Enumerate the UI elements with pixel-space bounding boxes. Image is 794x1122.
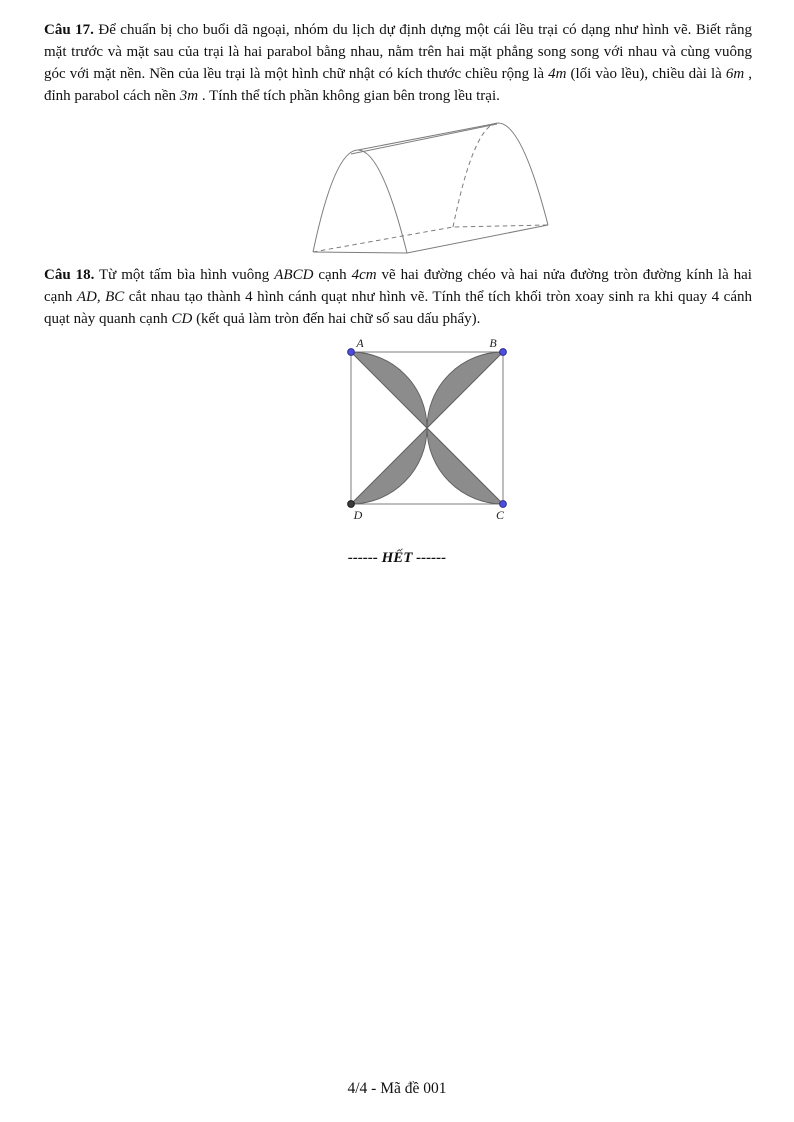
question-18-math-diameters: AD, BC xyxy=(76,289,125,305)
question-17-label: Câu 17. xyxy=(44,22,94,38)
question-17-text-1: Để chuẩn bị cho buổi dã ngoại, nhóm du lịch dự định dựng một cái lều trại có dạng như hình vẽ. Biết rằng mặt trước và mặt sau của trại là hai parabol bằng nhau, nằm trên hai mặt phẳng song song với nhau và cùng vuông góc với mặt nền. Nền của lều trại là một hình chữ nhật có kích thước chiều rộng là xyxy=(44,22,752,82)
end-of-exam-marker: ------ HẾT ------ xyxy=(347,550,447,566)
vertex-dot-d xyxy=(348,501,355,508)
tent-figure xyxy=(300,119,560,262)
tent-figure-svg xyxy=(300,119,560,262)
question-17-text-3: , đỉnh parabol cách nền xyxy=(44,66,753,104)
question-18-text-2: cạnh xyxy=(313,267,352,283)
question-18-paragraph xyxy=(44,264,752,330)
question-18-math-side: 4cm xyxy=(351,267,377,283)
vertex-dot-c xyxy=(500,501,507,508)
petal-top-left xyxy=(351,352,427,428)
tent-back-parabola-visible xyxy=(498,123,548,225)
petal-top-right xyxy=(427,352,503,428)
question-17-text-4: . Tính thể tích phần không gian bên trong lều trại. xyxy=(198,88,500,104)
question-18-text-5: (kết quả làm tròn đến hai chữ số sau dấu phẩy). xyxy=(192,311,481,327)
vertex-label-b: B xyxy=(489,338,497,350)
question-17-paragraph xyxy=(44,19,752,107)
question-18-text-4: cắt nhau tạo thành 4 hình cánh quạt như hình vẽ. Tính thể tích khối tròn xoay sinh ra khi quay 4 cánh quạt này quanh cạnh xyxy=(44,289,752,327)
vertex-dot-a xyxy=(348,349,355,356)
vertex-label-d: D xyxy=(353,508,363,522)
question-17-math-width: 4m xyxy=(548,66,567,82)
vertex-dot-b xyxy=(500,349,507,356)
petal-bottom-left xyxy=(351,428,427,504)
question-17-text-2: (lối vào lều), chiều dài là xyxy=(566,66,726,82)
tent-back-parabola-hidden xyxy=(453,123,498,227)
question-18-label: Câu 18. xyxy=(44,267,95,283)
question-18-math-axis: CD xyxy=(171,311,193,327)
vertex-label-c: C xyxy=(495,508,505,522)
question-17-math-length: 6m xyxy=(725,66,745,82)
square-fan-figure-svg xyxy=(330,338,530,528)
petal-bottom-right xyxy=(427,428,503,504)
question-18-math-square: ABCD xyxy=(274,267,314,283)
tent-base-visible-edges xyxy=(313,225,548,253)
square-fan-figure xyxy=(330,338,530,528)
tent-ridge-line xyxy=(358,123,498,150)
question-18-text-1: Từ một tấm bìa hình vuông xyxy=(94,267,275,283)
page-footer: 4/4 - Mã đề 001 xyxy=(347,1080,447,1097)
question-18-text-3: vẽ hai đường chéo và hai nửa đường tròn đường kính là hai cạnh xyxy=(44,267,752,305)
vertex-label-a: A xyxy=(356,338,364,350)
question-17-math-height: 3m xyxy=(179,88,199,104)
